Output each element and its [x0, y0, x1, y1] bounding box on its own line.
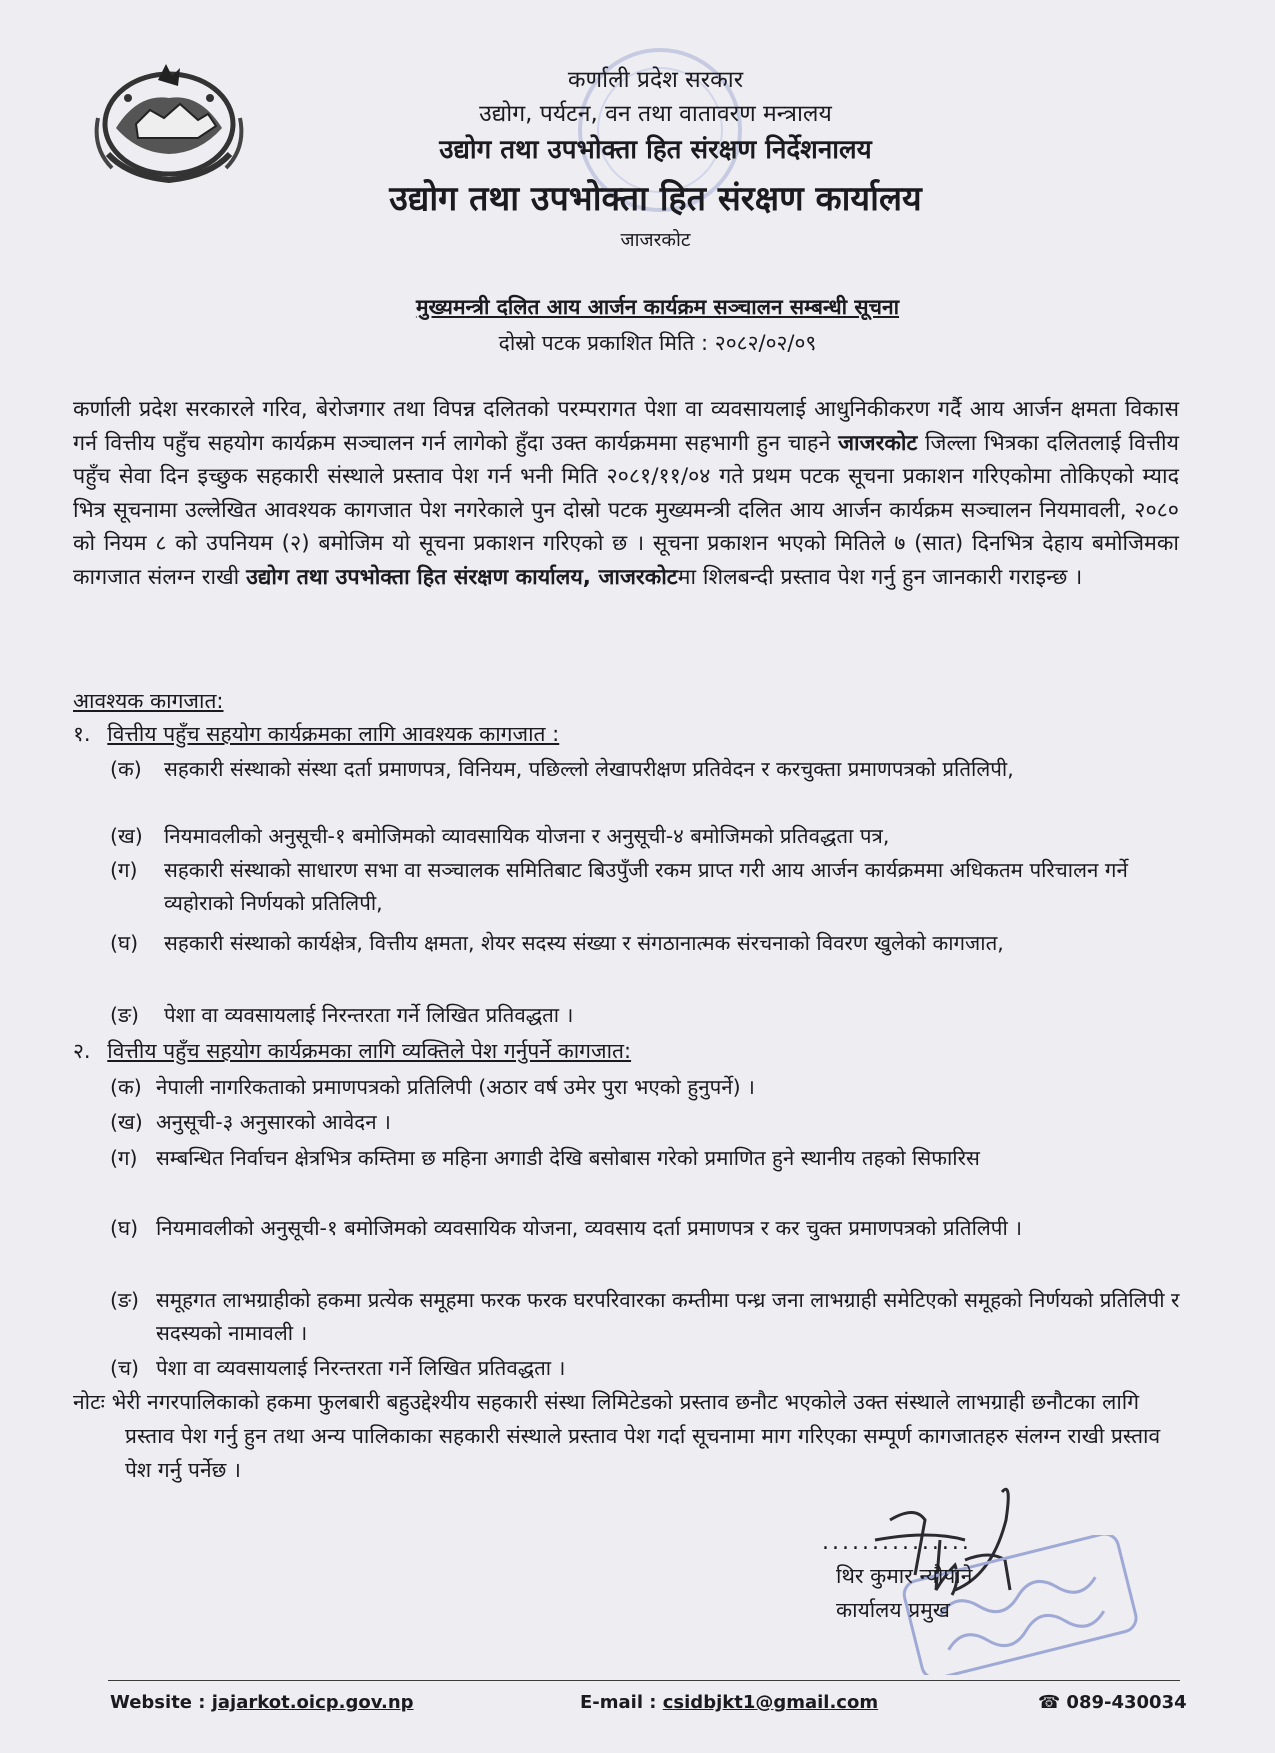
list-item	[110, 1352, 1180, 1385]
item-text: नियमावलीको अनुसूची-१ बमोजिमको व्यवसायिक योजना, व्यवसाय दर्ता प्रमाणपत्र र कर चुक्त प्रमाणपत्रको प्रतिलिपी ।	[156, 1216, 1023, 1240]
list-item	[110, 927, 1180, 960]
list-item	[110, 1106, 1180, 1139]
list-item	[110, 999, 1180, 1032]
item-label: (ग)	[110, 858, 138, 882]
section-1-number: १.	[73, 722, 91, 746]
section-2-heading	[73, 1037, 631, 1065]
item-text: नेपाली नागरिकताको प्रमाणपत्रको प्रतिलिपी (अठार वर्ष उमेर पुरा भएको हुनुपर्ने) ।	[156, 1075, 755, 1099]
item-label: (ङ)	[110, 1003, 140, 1027]
phone-number: 089-430034	[1066, 1692, 1187, 1713]
body-district-bold: जाजरकोट	[838, 430, 918, 456]
item-label: (ङ)	[110, 1288, 140, 1312]
item-text: पेशा वा व्यवसायलाई निरन्तरता गर्ने लिखित प्रतिवद्धता ।	[156, 1356, 566, 1380]
note-text: नोटः भेरी नगरपालिकाको हकमा फुलबारी बहुउद्देश्यीय सहकारी संस्था लिमिटेडको प्रस्ताव छनौट भएकोले उक्त संस्थाले लाभग्राही छनौटका लागि प्रस्ताव पेश गर्नु हुन तथा अन्य पालिकाका सहकारी संस्थाले प्रस्ताव पेश गर्दा सूचनामा माग गरिएका सम्पूर्ण कागजातहरु संलग्न राखी प्रस्ताव पेश गर्नु पर्नेछ ।	[73, 1390, 1161, 1482]
list-item	[110, 1284, 1180, 1350]
item-text: समूहगत लाभग्राहीको हकमा प्रत्येक समूहमा फरक फरक घरपरिवारका कम्तीमा पन्ध्र जना लाभग्राही समेटिएको समूहको निर्णयको प्रतिलिपी र सदस्यको नामावली ।	[156, 1288, 1180, 1345]
section-1-heading	[73, 720, 559, 748]
item-label: (च)	[110, 1356, 140, 1380]
item-label: (क)	[110, 1075, 142, 1099]
note-block	[73, 1385, 1179, 1487]
footer-email	[580, 1692, 878, 1713]
list-item	[110, 1142, 1180, 1175]
website-link[interactable]: jajarkot.oicp.gov.np	[211, 1692, 414, 1713]
email-link[interactable]: csidbjkt1@gmail.com	[662, 1692, 879, 1713]
item-text: सहकारी संस्थाको कार्यक्षेत्र, वित्तीय क्षमता, शेयर सदस्य संख्या र संगठानात्मक संरचनाको विवरण खुलेको कागजात,	[164, 931, 1004, 955]
body-office-bold: उद्योग तथा उपभोक्ता हित संरक्षण कार्यालय, जाजरकोट	[246, 564, 678, 590]
notice-published-date: दोस्रो पटक प्रकाशित मिति : २०८२/०२/०९	[498, 331, 817, 355]
notice-body	[73, 393, 1179, 594]
header-ministry: उद्योग, पर्यटन, वन तथा वातावरण मन्त्रालय	[479, 101, 832, 127]
footer-website	[110, 1692, 414, 1713]
footer-phone	[1038, 1692, 1187, 1713]
signatory-role: कार्यालय प्रमुख	[836, 1598, 950, 1622]
item-label: (घ)	[110, 931, 139, 955]
header-directorate: उद्योग तथा उपभोक्ता हित संरक्षण निर्देशनालय	[439, 135, 872, 165]
section-2-title: वित्तीय पहुँच सहयोग कार्यक्रमका लागि व्यक्तिले पेश गर्नुपर्ने कागजात:	[107, 1039, 632, 1063]
email-label: E-mail :	[580, 1692, 663, 1713]
body-part-1: कर्णाली प्रदेश सरकारले गरिव, बेरोजगार तथा विपन्न दलितको परम्परागत पेशा वा व्यवसायलाई आधुनिकीकरण गर्दै आय आर्जन क्षमता विकास गर्न वित्तीय पहुँच सहयोग कार्यक्रम सञ्चालन गर्न लागेको हुँदा उक्त कार्यक्रममा सहभागी हुन चाहने	[73, 397, 1179, 456]
phone-icon: ☎	[1038, 1692, 1061, 1713]
notice-title: मुख्यमन्त्री दलित आय आर्जन कार्यक्रम सञ्चालन सम्बन्धी सूचना	[415, 295, 900, 319]
header-province: कर्णाली प्रदेश सरकार	[567, 67, 744, 93]
item-text: सहकारी संस्थाको संस्था दर्ता प्रमाणपत्र, विनियम, पछिल्लो लेखापरीक्षण प्रतिवेदन र करचुक्ता प्रमाणपत्रको प्रतिलिपी,	[164, 757, 1014, 781]
list-item	[110, 854, 1180, 920]
list-item	[110, 1071, 1180, 1104]
item-label: (क)	[110, 757, 142, 781]
body-part-2: जिल्ला भित्रका दलितलाई वित्तीय पहुँच सेवा दिन इच्छुक सहकारी संस्थाले प्रस्ताव पेश गर्न भनी मिति २०८१/११/०४ गते प्रथम पटक सूचना प्रकाशन गरिएकोमा तोकिएको म्याद भित्र सूचनामा उल्लेखित आवश्यक कागजात पेश नगरेकाले पुन दोस्रो पटक मुख्यमन्त्री दलित आय आर्जन कार्यक्रम सञ्चालन नियमावली, २०८० को नियम ८ को उपनियम (२) बमोजिम यो सूचना प्रकाशन गरिएको छ । सूचना प्रकाशन भएको मितिले ७ (सात) दिनभित्र देहाय बमोजिमका कागजात संलग्न राखी	[73, 430, 1179, 590]
signatory-name: थिर कुमार न्यौपाने	[836, 1564, 973, 1588]
body-part-3: मा शिलबन्दी प्रस्ताव पेश गर्नु हुन जानकारी गराइन्छ ।	[677, 564, 1083, 590]
website-label: Website :	[110, 1692, 212, 1713]
section-2-number: २.	[73, 1039, 91, 1063]
item-label: (ख)	[110, 824, 143, 848]
item-label: (ग)	[110, 1146, 138, 1170]
required-docs-heading: आवश्यक कागजात:	[73, 689, 224, 713]
list-item	[110, 753, 1180, 786]
footer-divider	[108, 1680, 1180, 1681]
signature-line: ...............	[822, 1530, 972, 1555]
item-label: (घ)	[110, 1216, 139, 1240]
item-text: सहकारी संस्थाको साधारण सभा वा सञ्चालक समितिबाट बिउपुँजी रकम प्राप्त गरी आय आर्जन कार्यक्रममा अधिकतम परिचालन गर्ने व्यहोराको निर्णयको प्रतिलिपी,	[164, 858, 1128, 915]
section-1-title: वित्तीय पहुँच सहयोग कार्यक्रमका लागि आवश्यक कागजात :	[107, 722, 560, 746]
item-text: पेशा वा व्यवसायलाई निरन्तरता गर्ने लिखित प्रतिवद्धता ।	[164, 1003, 574, 1027]
list-item	[110, 820, 1180, 853]
item-text: नियमावलीको अनुसूची-१ बमोजिमको व्यावसायिक योजना र अनुसूची-४ बमोजिमको प्रतिवद्धता पत्र,	[164, 824, 890, 848]
item-text: अनुसूची-३ अनुसारको आवेदन ।	[156, 1110, 391, 1134]
header-district: जाजरकोट	[620, 229, 691, 251]
header-office: उद्योग तथा उपभोक्ता हित संरक्षण कार्यालय	[389, 179, 922, 219]
list-item	[110, 1212, 1180, 1245]
item-label: (ख)	[110, 1110, 143, 1134]
item-text: सम्बन्धित निर्वाचन क्षेत्रभित्र कम्तिमा छ महिना अगाडी देखि बसोबास गरेको प्रमाणित हुने स्थानीय तहको सिफारिस	[156, 1146, 980, 1170]
